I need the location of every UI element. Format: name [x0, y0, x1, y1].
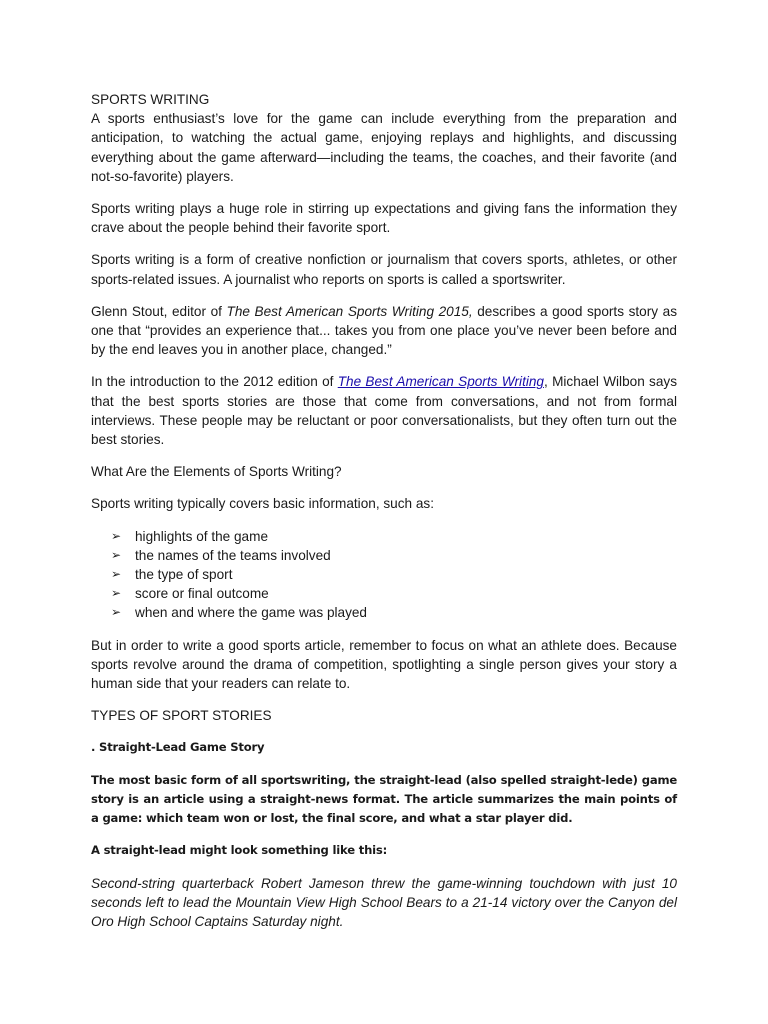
- list-item-text: highlights of the game: [135, 528, 269, 544]
- list-item-text: the type of sport: [135, 567, 233, 583]
- document-page: [91, 90, 677, 931]
- arrow-bullet-icon: ➢: [111, 547, 122, 562]
- list-item: [111, 603, 677, 622]
- book-title: The Best American Sports Writing 2015,: [226, 303, 473, 319]
- stout-text-after: describes a good sports story as one that “provides an experience that... takes you from one place you’ve never been before and by the end leaves you in another place, changed.”: [91, 303, 677, 358]
- paragraph-stout-quote: [91, 302, 677, 360]
- list-item-text: the names of the teams involved: [135, 547, 331, 563]
- list-item: [111, 565, 677, 584]
- wilbon-text-after: , Michael Wilbon says that the best sports stories are those that come from conversations, and not from formal interviews. These people may be reluctant or poor conversationalists, but they often turn out the best stories.: [91, 374, 677, 448]
- list-item-text: score or final outcome: [135, 586, 269, 602]
- arrow-bullet-icon: ➢: [111, 605, 122, 620]
- example-paragraph: Second-string quarterback Robert Jameson threw the game-winning touchdown with just 10 seconds left to lead the Mountain View High School Bears to a 21-14 victory over the Canyon del Oro High School Captains Saturday night.: [91, 875, 677, 929]
- wilbon-text-before: In the introduction to the 2012 edition of: [91, 374, 338, 390]
- straight-lead-description: The most basic form of all sportswriting, the straight-lead (also spelled straight-lede) game story is an article using a straight-news format. The article summarizes the main points of a game: which team won or lost, the final score, and what a star player did.: [91, 772, 677, 826]
- arrow-bullet-icon: ➢: [111, 586, 122, 601]
- list-item: [111, 584, 677, 603]
- stout-text-before: Glenn Stout, editor of: [91, 303, 227, 319]
- paragraph-wilbon: [91, 372, 677, 449]
- list-intro: Sports writing typically covers basic information, such as:: [91, 496, 434, 512]
- paragraph-definition: Sports writing is a form of creative nonfiction or journalism that covers sports, athletes, or other sports-related issues. A journalist who reports on sports is called a sportswriter.: [91, 252, 677, 287]
- document-heading: SPORTS WRITING: [91, 92, 210, 107]
- basic-info-list: [91, 527, 677, 623]
- paragraph-athlete-focus: But in order to write a good sports article, remember to focus on what an athlete does. Because sports revolve around the drama of competition, spotlighting a single person gives your story a human side that your readers can relate to.: [91, 637, 677, 692]
- paragraph-expectations: Sports writing plays a huge role in stirring up expectations and giving fans the information they crave about the people behind their favorite sport.: [91, 201, 677, 236]
- book-link[interactable]: The Best American Sports Writing: [337, 374, 544, 390]
- arrow-bullet-icon: ➢: [111, 567, 122, 582]
- list-item: [111, 527, 677, 546]
- straight-lead-subheading: . Straight-Lead Game Story: [91, 740, 265, 755]
- straight-lead-example-intro: A straight-lead might look something like this:: [91, 843, 388, 858]
- list-item-text: when and where the game was played: [135, 605, 367, 621]
- intro-paragraph: A sports enthusiast’s love for the game can include everything from the preparation and anticipation, to watching the actual game, enjoying replays and highlights, and discussing everything about the game afterward—including the teams, the coaches, and their favorite (and not-so-favorite) players.: [91, 111, 677, 184]
- list-item: [111, 546, 677, 565]
- arrow-bullet-icon: ➢: [111, 528, 122, 543]
- types-heading: TYPES OF SPORT STORIES: [91, 708, 272, 724]
- elements-question: What Are the Elements of Sports Writing?: [91, 464, 342, 480]
